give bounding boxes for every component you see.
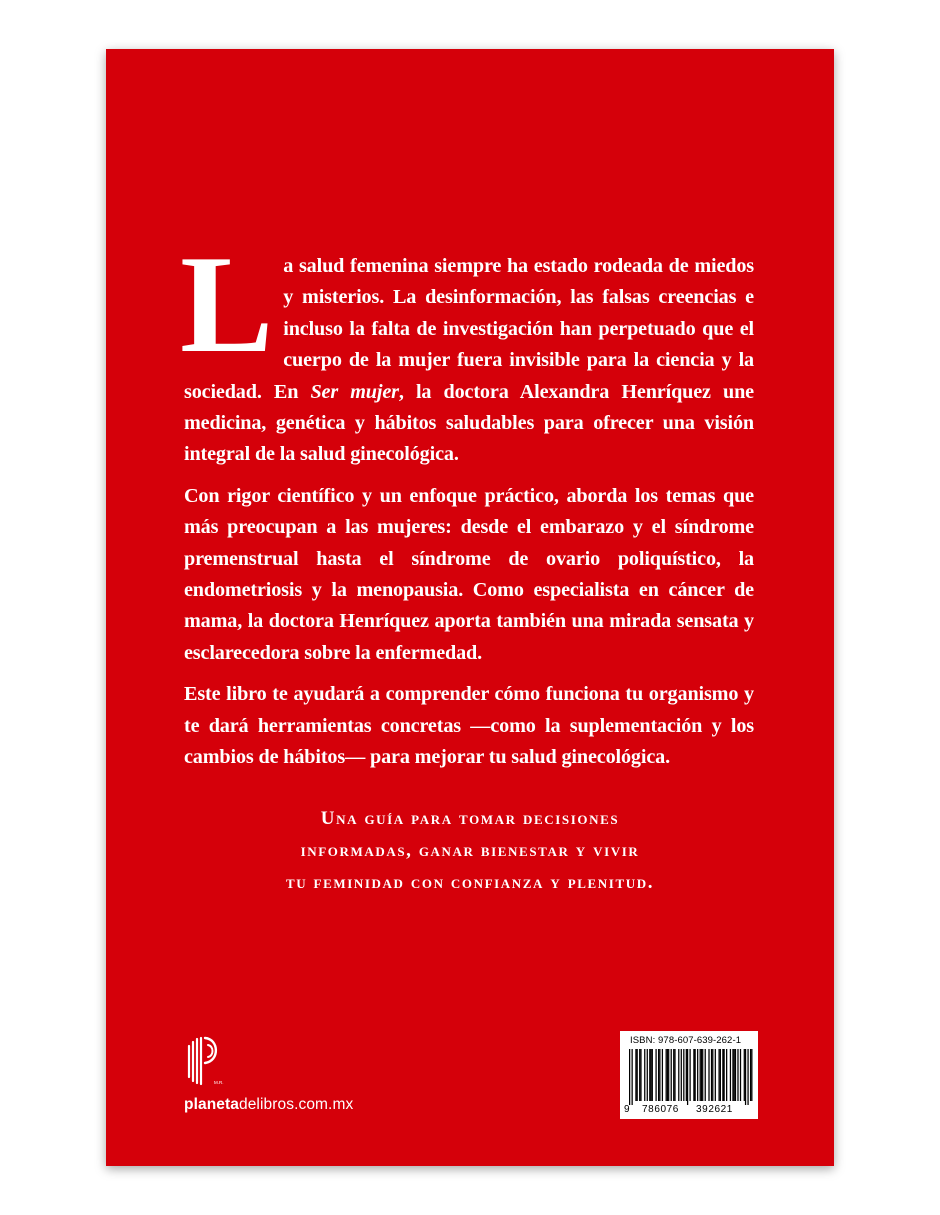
barcode-bar <box>700 1049 701 1101</box>
barcode-bar <box>747 1049 748 1105</box>
isbn-barcode <box>620 1031 758 1119</box>
barcode-bar <box>732 1049 733 1101</box>
tagline-line-2: informadas, ganar bienestar y vivir <box>300 840 640 861</box>
barcode-digits-group-1: 786076 <box>642 1104 679 1115</box>
barcode-bar <box>662 1049 663 1101</box>
synopsis-paragraph-3: Este libro te ayudará a comprender cómo funciona tu organismo y te dará herramientas concretas —como la suplementación y los cambios de hábitos— para mejorar tu salud ginecológica. <box>184 683 754 769</box>
barcode-bar <box>740 1049 741 1101</box>
barcode-bar <box>695 1049 696 1101</box>
barcode-bar <box>650 1049 651 1101</box>
barcode-bar <box>666 1049 667 1101</box>
barcode-bars <box>625 1049 753 1105</box>
barcode-bar <box>708 1049 709 1101</box>
barcode-bar <box>673 1049 674 1101</box>
website-part-1: planeta <box>184 1096 239 1113</box>
drop-cap-letter: L <box>180 227 274 382</box>
barcode-bar <box>655 1049 656 1101</box>
barcode-bar <box>751 1049 752 1101</box>
barcode-bar <box>659 1049 660 1101</box>
synopsis-text <box>180 227 754 784</box>
website-part-3: .com.mx <box>294 1096 354 1113</box>
paragraph-1-text: a salud femenina siempre ha estado rodeada de miedos y misterios. La desinformación, las falsas creencias e incluso la falta de investigación han perpetuado que el cuerpo de la mujer fuera invisible para la ciencia y la sociedad. En <box>184 255 754 403</box>
barcode-bar <box>687 1049 688 1105</box>
barcode-bar <box>702 1049 703 1101</box>
barcode-bar <box>750 1049 751 1101</box>
barcode-bar <box>705 1049 706 1101</box>
barcode-bar <box>683 1049 684 1101</box>
barcode-bar <box>712 1049 713 1101</box>
website-part-2: delibros <box>238 1096 295 1113</box>
svg-text:M.R.: M.R. <box>214 1080 224 1085</box>
barcode-bar <box>689 1049 690 1101</box>
barcode-digit-first: 9 <box>624 1104 631 1115</box>
barcode-bar <box>734 1049 735 1101</box>
barcode-bar <box>701 1049 702 1101</box>
barcode-bar <box>724 1049 725 1101</box>
barcode-bar <box>735 1049 736 1101</box>
book-back-cover <box>106 49 834 1166</box>
barcode-bar <box>711 1049 712 1101</box>
barcode-bar <box>730 1049 731 1101</box>
barcode-bar <box>718 1049 719 1101</box>
barcode-bar <box>697 1049 698 1101</box>
barcode-bar <box>632 1049 633 1105</box>
barcode-bar <box>640 1049 641 1101</box>
barcode-bar <box>671 1049 672 1101</box>
barcode-bar <box>681 1049 682 1101</box>
publisher-website[interactable] <box>184 1096 353 1114</box>
barcode-bar <box>667 1049 668 1101</box>
barcode-bar <box>644 1049 645 1101</box>
barcode-bar <box>693 1049 694 1101</box>
barcode-bar <box>668 1049 669 1101</box>
isbn-label: ISBN: 978-607-639-262-1 <box>630 1035 742 1046</box>
barcode-bar <box>678 1049 679 1101</box>
barcode-bar <box>652 1049 653 1101</box>
synopsis-paragraph-2: Con rigor científico y un enfoque práctico, aborda los temas que más preocupan a las mujeres: desde el embarazo y el síndrome premenstrual hasta el síndrome de ovario poliquístico, la endometriosis y la menopausia. Como especialista en cáncer de mama, la doctora Henríquez aporta también una mirada sensata y esclarecedora sobre la enfermedad. <box>184 484 754 664</box>
tagline <box>146 803 794 899</box>
barcode-bar <box>647 1049 648 1101</box>
synopsis-paragraph-1 <box>180 227 754 471</box>
planeta-logo-icon <box>182 1036 226 1086</box>
barcode-bar <box>649 1049 650 1101</box>
barcode-bar <box>629 1049 630 1105</box>
barcode-bar <box>686 1049 687 1101</box>
barcode-bar <box>635 1049 636 1101</box>
tagline-line-3: tu feminidad con confianza y plenitud. <box>285 872 655 893</box>
barcode-bar <box>745 1049 746 1105</box>
barcode-bar <box>722 1049 723 1101</box>
barcode-bar <box>726 1049 727 1101</box>
barcode-bar <box>737 1049 738 1101</box>
barcode-digits-group-2: 392621 <box>696 1104 733 1115</box>
tagline-line-1: Una guía para tomar decisiones <box>320 808 620 829</box>
book-title: Ser mujer <box>310 380 399 403</box>
barcode-bar <box>744 1049 745 1101</box>
barcode-bar <box>639 1049 640 1101</box>
barcode-bar <box>715 1049 716 1101</box>
barcode-bar <box>637 1049 638 1101</box>
barcode-bar <box>720 1049 721 1101</box>
paragraph-1-continuation: , la doctora Alexandra Henríquez une medicina, genética y hábitos saludables para ofrecer una visión integral de la salud ginecológica. <box>184 380 754 466</box>
barcode-bar <box>658 1049 659 1101</box>
barcode-bar <box>674 1049 675 1101</box>
